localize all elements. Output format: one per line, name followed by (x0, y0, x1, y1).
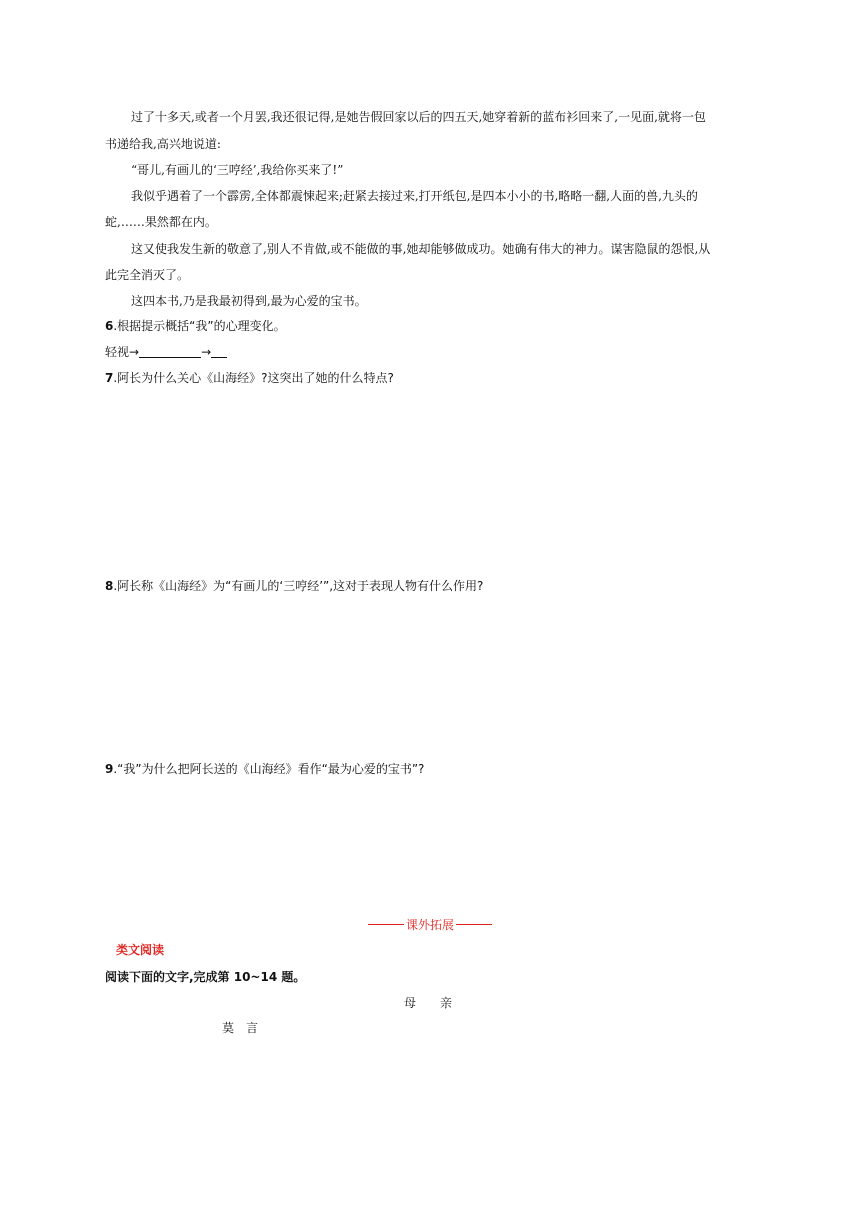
reading-instruction: 阅读下面的文字,完成第 10~14 题。 (105, 970, 306, 984)
question-8-text: .阿长称《山海经》为“有画儿的‘三哼经’”,这对于表现人物有什么作用? (113, 579, 484, 593)
arrow-icon: → (129, 345, 140, 359)
question-7 (105, 370, 394, 386)
paragraph-4-line-2: 此完全消灭了。 (105, 268, 190, 282)
title-rule-left (368, 924, 404, 925)
question-6 (105, 318, 286, 334)
answer-blank-1[interactable] (139, 345, 201, 358)
question-9-number: 9 (105, 762, 114, 776)
section-title-text: 课外拓展 (405, 917, 454, 932)
arrow-icon: → (201, 345, 212, 359)
title-rule-right (456, 924, 492, 925)
answer-start-word: 轻视 (105, 345, 130, 359)
article-author: 莫 言 (222, 1021, 259, 1035)
question-9 (105, 761, 424, 777)
paragraph-3-line-2: 蛇,……果然都在内。 (105, 215, 217, 229)
paragraph-4-line-1: 这又使我发生新的敬意了,别人不肯做,或不能做的事,她却能够做成功。她确有伟大的神力。谋害隐鼠的怨恨,从 (131, 242, 711, 256)
question-9-text: .“我”为什么把阿长送的《山海经》看作“最为心爱的宝书”? (113, 762, 425, 776)
answer-blank-2[interactable] (211, 345, 227, 358)
question-7-text: .阿长为什么关心《山海经》?这突出了她的什么特点? (113, 371, 394, 385)
question-8 (105, 578, 483, 594)
section-title-extension (0, 916, 860, 932)
question-6-text: .根据提示概括“我”的心理变化。 (113, 319, 286, 333)
paragraph-3-line-1: 我似乎遇着了一个霹雳,全体都震悚起来;赶紧去接过来,打开纸包,是四本小小的书,略略一翻,人面的兽,九头的 (131, 189, 698, 203)
subsection-heading: 类文阅读 (116, 943, 165, 957)
question-6-answer-line (105, 344, 227, 360)
question-6-number: 6 (105, 319, 114, 333)
paragraph-1-line-1: 过了十多天,或者一个月罢,我还很记得,是她告假回家以后的四五天,她穿着新的蓝布衫回来了,一见面,就将一包 (131, 110, 706, 124)
article-title: 母 亲 (404, 996, 453, 1010)
paragraph-5: 这四本书,乃是我最初得到,最为心爱的宝书。 (131, 294, 367, 308)
question-7-number: 7 (105, 371, 114, 385)
paragraph-2: “哥儿,有画儿的‘三哼经’,我给你买来了!” (131, 163, 344, 177)
question-8-number: 8 (105, 579, 114, 593)
paragraph-1-line-2: 书递给我,高兴地说道: (105, 137, 221, 151)
